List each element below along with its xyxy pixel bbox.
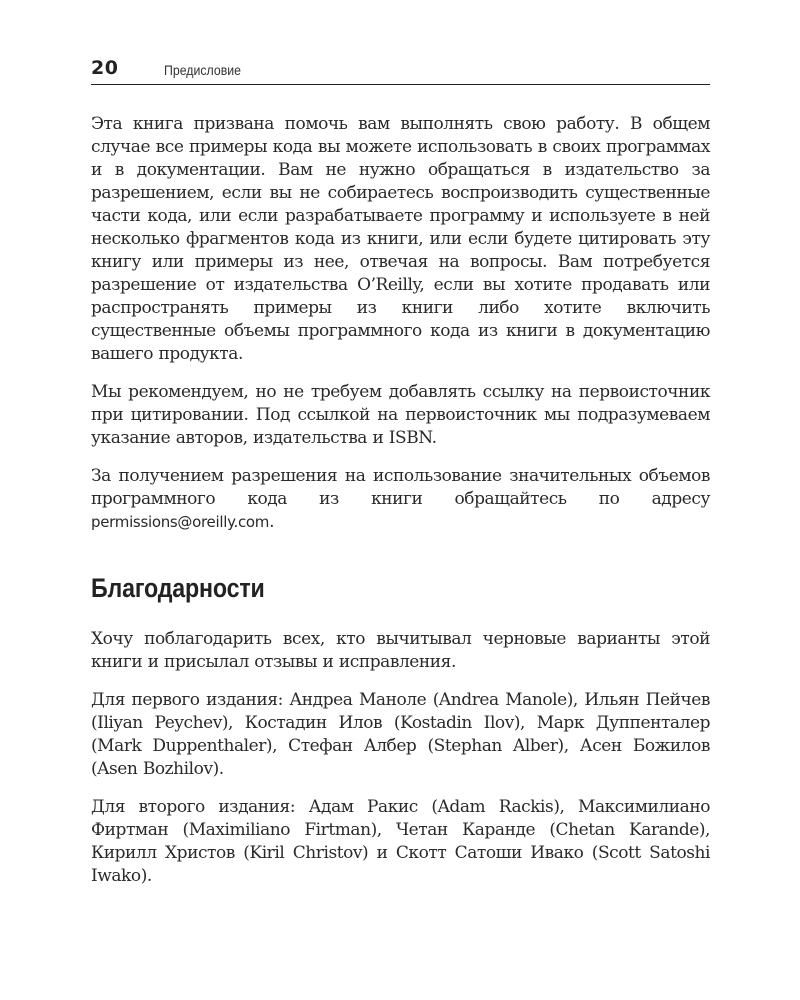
paragraph-permissions: Эта книга призвана помочь вам выполнять свою работу. В общем случае все примеры кода вы можете использовать в своих программах и в документации. Вам не нужно обращаться в издательство за разрешением, если вы не собираетесь воспроизводить существенные части кода, или если разрабатываете программу и используете в ней несколько фрагментов кода из книги, или если будете цитировать эту книгу или примеры из нее, отвечая на вопросы. Вам потребуется разрешение от издательства O’Reilly, если вы хотите продавать или распространять примеры из книги либо хотите включить существенные объемы программного кода из книги в документацию вашего продукта. [91, 114, 710, 364]
page-body [91, 113, 710, 903]
paragraph-first-edition: Для первого издания: Андреа Маноле (Andrea Manole), Ильян Пейчев (Iliyan Peychev), Костадин Илов (Kostadin Ilov), Марк Дуппенталер (Mark Duppenthaler), Стефан Албер (Stephan Alber), Асен Божилов (Asen Bozhilov). [91, 690, 710, 779]
paragraph-contact [91, 465, 710, 534]
page-number: 20 [91, 57, 119, 79]
contact-period: . [269, 512, 275, 532]
email-address: permissions@oreilly.com [91, 513, 270, 531]
running-head [91, 56, 710, 85]
book-page [91, 0, 710, 1000]
section-heading: Благодарности [91, 573, 265, 603]
paragraph-thanks: Хочу поблагодарить всех, кто вычитывал черновые варианты этой книги и присылал отзывы и исправления. [91, 629, 710, 672]
chapter-title: Предисловие [164, 62, 242, 78]
paragraph-second-edition: Для второго издания: Адам Ракис (Adam Rackis), Максимилиано Фиртман (Maximiliano Firtman), Четан Каранде (Chetan Karande), Кирилл Христов (Kiril Christov) и Скотт Сатоши Ивако (Scott Satoshi Iwako). [91, 797, 710, 886]
contact-text: За получением разрешения на использование значительных объемов программного кода из книги обращайтесь по адресу [91, 466, 710, 509]
paragraph-attribution: Мы рекомендуем, но не требуем добавлять ссылку на первоисточник при цитировании. Под ссылкой на первоисточник мы подразумеваем указание авторов, издательства и ISBN. [91, 382, 710, 448]
